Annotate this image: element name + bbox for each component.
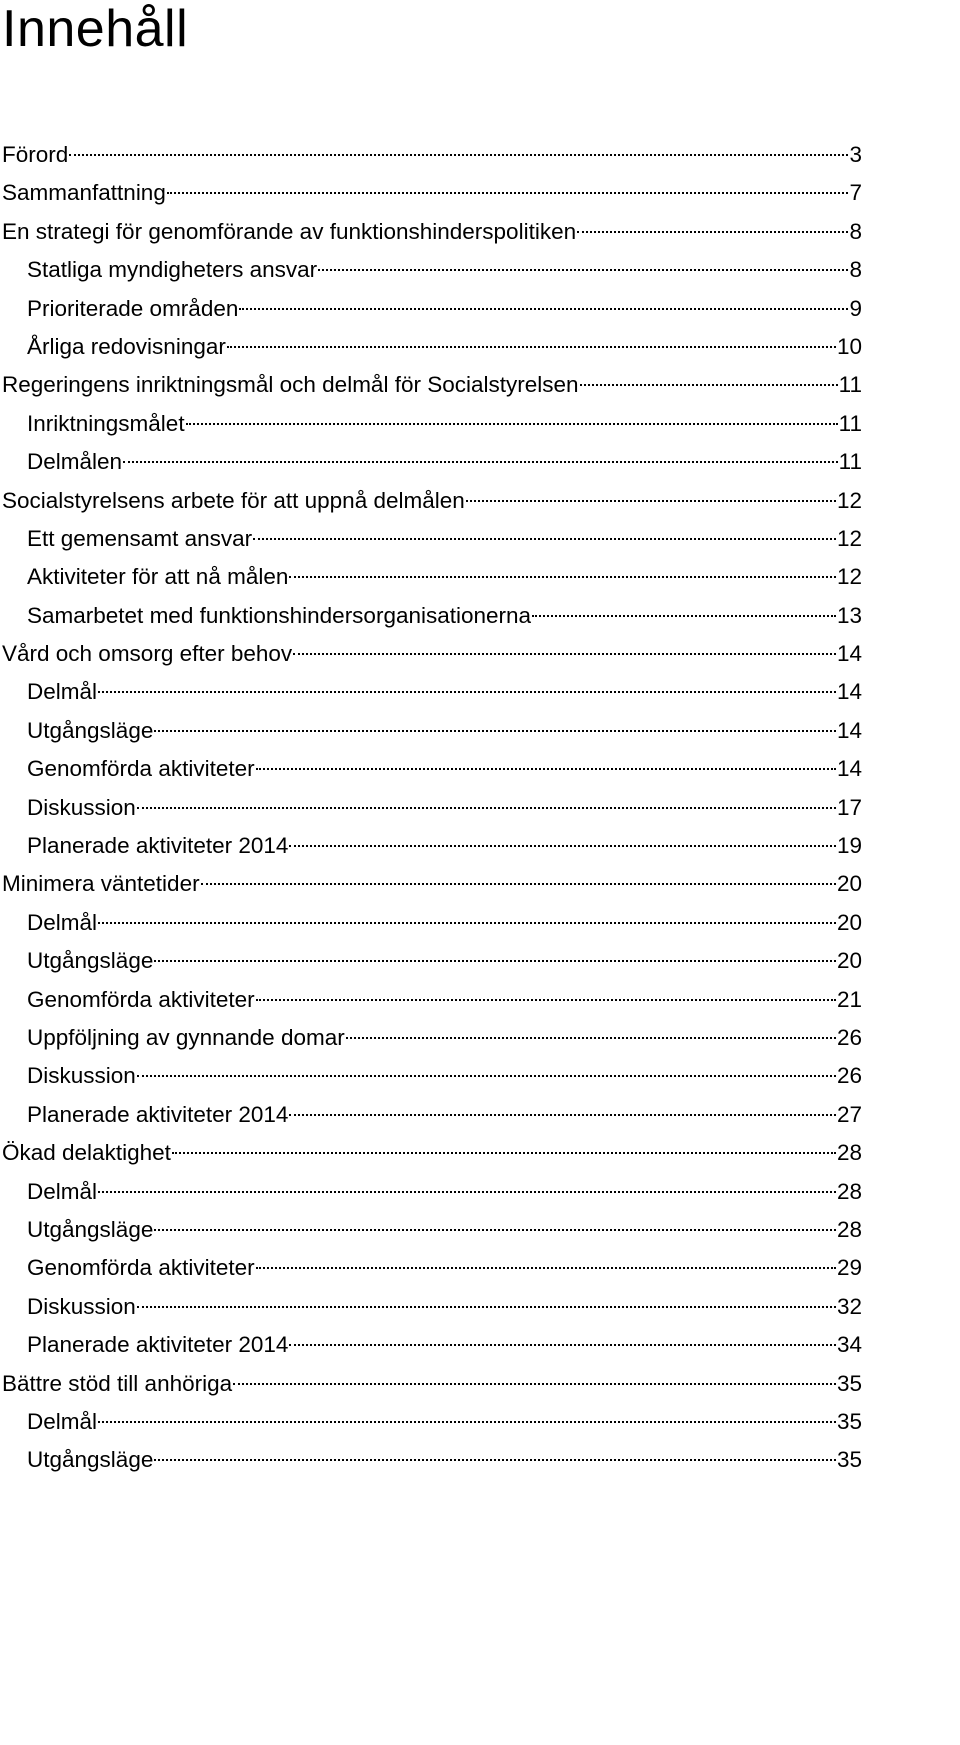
dot-leader bbox=[98, 1190, 836, 1193]
toc-entry-page-number: 12 bbox=[836, 487, 862, 513]
toc-entry-page-number: 12 bbox=[836, 525, 862, 551]
toc-entry-label: Delmål bbox=[27, 1178, 98, 1204]
toc-entry-label: Genomförda aktiviteter bbox=[27, 1255, 255, 1281]
toc-entry-page-number: 29 bbox=[836, 1255, 862, 1281]
toc-entry[interactable] bbox=[2, 597, 862, 635]
toc-entry-label: Planerade aktiviteter 2014 bbox=[27, 1101, 289, 1127]
toc-entry-label: Årliga redovisningar bbox=[27, 333, 226, 359]
toc-entry-page-number: 11 bbox=[838, 372, 862, 398]
dot-leader bbox=[137, 1305, 836, 1308]
dot-leader bbox=[256, 1266, 836, 1269]
toc-entry[interactable] bbox=[2, 942, 862, 980]
toc-entry-label: Genomförda aktiviteter bbox=[27, 756, 255, 782]
toc-entry-page-number: 7 bbox=[849, 180, 862, 206]
toc-entry-label: Socialstyrelsens arbete för att uppnå delmålen bbox=[2, 487, 465, 513]
toc-entry-label: Diskussion bbox=[27, 1293, 136, 1319]
page-title: Innehåll bbox=[2, 0, 189, 58]
toc-entry-label: Planerade aktiviteter 2014 bbox=[27, 1332, 289, 1358]
toc-entry-label: Utgångsläge bbox=[27, 948, 154, 974]
toc-entry-page-number: 26 bbox=[836, 1024, 862, 1050]
dot-leader bbox=[227, 345, 836, 348]
toc-entry[interactable] bbox=[2, 251, 862, 289]
table-of-contents bbox=[2, 136, 862, 1480]
dot-leader bbox=[98, 1420, 836, 1423]
toc-entry-label: En strategi för genomförande av funktionshinderspolitiken bbox=[2, 218, 577, 244]
toc-entry-label: Utgångsläge bbox=[27, 717, 154, 743]
toc-entry-page-number: 32 bbox=[836, 1293, 862, 1319]
dot-leader bbox=[289, 575, 836, 578]
dot-leader bbox=[253, 537, 836, 540]
toc-entry-page-number: 9 bbox=[849, 295, 862, 321]
toc-entry[interactable] bbox=[2, 366, 862, 404]
dot-leader bbox=[172, 1151, 836, 1154]
toc-entry-label: Vård och omsorg efter behov bbox=[2, 641, 293, 667]
toc-entry-label: Förord bbox=[2, 142, 69, 167]
toc-entry-label: Delmålen bbox=[27, 449, 123, 475]
dot-leader bbox=[532, 614, 836, 617]
toc-entry[interactable] bbox=[2, 482, 862, 520]
dot-leader bbox=[577, 230, 848, 233]
toc-entry[interactable] bbox=[2, 1441, 862, 1479]
toc-entry[interactable] bbox=[2, 1173, 862, 1211]
dot-leader bbox=[154, 1228, 836, 1231]
dot-leader bbox=[580, 383, 838, 386]
toc-entry-page-number: 14 bbox=[836, 756, 862, 782]
toc-entry[interactable] bbox=[2, 904, 862, 942]
toc-entry[interactable] bbox=[2, 1134, 862, 1172]
toc-entry-page-number: 14 bbox=[836, 641, 862, 667]
toc-entry[interactable] bbox=[2, 1057, 862, 1095]
toc-entry-page-number: 10 bbox=[836, 333, 862, 359]
toc-entry-page-number: 20 bbox=[836, 948, 862, 974]
toc-entry-label: Prioriterade områden bbox=[27, 295, 239, 321]
dot-leader bbox=[256, 767, 836, 770]
toc-entry-page-number: 14 bbox=[836, 717, 862, 743]
toc-entry-page-number: 11 bbox=[838, 410, 862, 436]
toc-entry[interactable] bbox=[2, 136, 862, 174]
toc-entry[interactable] bbox=[2, 1019, 862, 1057]
toc-entry-label: Ett gemensamt ansvar bbox=[27, 525, 253, 551]
dot-leader bbox=[123, 460, 838, 463]
toc-entry-label: Bättre stöd till anhöriga bbox=[2, 1370, 233, 1396]
toc-entry-page-number: 28 bbox=[836, 1178, 862, 1204]
toc-entry[interactable] bbox=[2, 328, 862, 366]
dot-leader bbox=[201, 882, 836, 885]
toc-entry-label: Regeringens inriktningsmål och delmål för Socialstyrelsen bbox=[2, 372, 579, 398]
toc-entry-page-number: 17 bbox=[836, 794, 862, 820]
dot-leader bbox=[289, 1113, 836, 1116]
dot-leader bbox=[466, 499, 836, 502]
toc-entry-page-number: 28 bbox=[836, 1140, 862, 1166]
toc-entry[interactable] bbox=[2, 1288, 862, 1326]
dot-leader bbox=[346, 1036, 836, 1039]
toc-entry-page-number: 34 bbox=[836, 1332, 862, 1358]
dot-leader bbox=[239, 307, 848, 310]
dot-leader bbox=[293, 652, 836, 655]
toc-entry-page-number: 20 bbox=[836, 909, 862, 935]
toc-entry[interactable] bbox=[2, 750, 862, 788]
toc-entry-page-number: 27 bbox=[836, 1101, 862, 1127]
toc-entry[interactable] bbox=[2, 1365, 862, 1403]
toc-entry-label: Aktiviteter för att nå målen bbox=[27, 564, 289, 590]
toc-entry-page-number: 35 bbox=[836, 1370, 862, 1396]
dot-leader bbox=[98, 690, 836, 693]
dot-leader bbox=[137, 806, 836, 809]
toc-entry[interactable] bbox=[2, 405, 862, 443]
toc-entry[interactable] bbox=[2, 213, 862, 251]
dot-leader bbox=[69, 153, 848, 156]
toc-entry-page-number: 8 bbox=[849, 218, 862, 244]
dot-leader bbox=[154, 1458, 836, 1461]
dot-leader bbox=[318, 268, 848, 271]
toc-entry-page-number: 19 bbox=[836, 833, 862, 859]
toc-entry-label: Genomförda aktiviteter bbox=[27, 986, 255, 1012]
toc-entry[interactable] bbox=[2, 1096, 862, 1134]
toc-entry[interactable] bbox=[2, 789, 862, 827]
toc-entry[interactable] bbox=[2, 712, 862, 750]
dot-leader bbox=[154, 959, 836, 962]
toc-entry[interactable] bbox=[2, 981, 862, 1019]
toc-entry-label: Diskussion bbox=[27, 794, 136, 820]
toc-entry-label: Ökad delaktighet bbox=[2, 1140, 171, 1166]
toc-entry-page-number: 35 bbox=[836, 1447, 862, 1473]
dot-leader bbox=[256, 998, 836, 1001]
toc-entry-label: Delmål bbox=[27, 909, 98, 935]
toc-entry-page-number: 21 bbox=[836, 986, 862, 1012]
dot-leader bbox=[154, 729, 836, 732]
toc-entry[interactable] bbox=[2, 443, 862, 481]
toc-entry[interactable] bbox=[2, 673, 862, 711]
toc-entry-page-number: 28 bbox=[836, 1216, 862, 1242]
toc-entry[interactable] bbox=[2, 1326, 862, 1364]
toc-entry-label: Delmål bbox=[27, 1408, 98, 1434]
toc-entry-label: Sammanfattning bbox=[2, 180, 166, 206]
toc-entry-label: Utgångsläge bbox=[27, 1447, 154, 1473]
dot-leader bbox=[98, 921, 836, 924]
toc-entry-label: Uppföljning av gynnande domar bbox=[27, 1024, 345, 1050]
toc-entry-page-number: 26 bbox=[836, 1063, 862, 1089]
toc-entry-page-number: 20 bbox=[836, 871, 862, 897]
toc-entry[interactable] bbox=[2, 520, 862, 558]
toc-entry-page-number: 3 bbox=[849, 142, 862, 167]
toc-entry-label: Utgångsläge bbox=[27, 1216, 154, 1242]
dot-leader bbox=[186, 422, 838, 425]
toc-entry[interactable] bbox=[2, 1403, 862, 1441]
toc-entry-page-number: 35 bbox=[836, 1408, 862, 1434]
toc-entry-page-number: 11 bbox=[838, 449, 862, 475]
toc-entry-page-number: 12 bbox=[836, 564, 862, 590]
dot-leader bbox=[167, 191, 849, 194]
toc-entry[interactable] bbox=[2, 827, 862, 865]
toc-entry-label: Minimera väntetider bbox=[2, 871, 200, 897]
toc-entry-page-number: 14 bbox=[836, 679, 862, 705]
toc-entry[interactable] bbox=[2, 174, 862, 212]
toc-entry[interactable] bbox=[2, 558, 862, 596]
toc-entry[interactable] bbox=[2, 635, 862, 673]
dot-leader bbox=[289, 844, 836, 847]
toc-entry-label: Statliga myndigheters ansvar bbox=[27, 257, 318, 283]
toc-entry[interactable] bbox=[2, 1211, 862, 1249]
toc-entry[interactable] bbox=[2, 865, 862, 903]
toc-entry-page-number: 13 bbox=[836, 602, 862, 628]
toc-entry-label: Diskussion bbox=[27, 1063, 136, 1089]
toc-entry-label: Delmål bbox=[27, 679, 98, 705]
dot-leader bbox=[137, 1074, 836, 1077]
toc-entry-page-number: 8 bbox=[849, 257, 862, 283]
dot-leader bbox=[289, 1343, 836, 1346]
dot-leader bbox=[233, 1382, 836, 1385]
toc-entry-label: Planerade aktiviteter 2014 bbox=[27, 833, 289, 859]
toc-entry[interactable] bbox=[2, 290, 862, 328]
toc-entry[interactable] bbox=[2, 1249, 862, 1287]
toc-entry-label: Inriktningsmålet bbox=[27, 410, 185, 436]
toc-entry-label: Samarbetet med funktionshindersorganisationerna bbox=[27, 602, 532, 628]
